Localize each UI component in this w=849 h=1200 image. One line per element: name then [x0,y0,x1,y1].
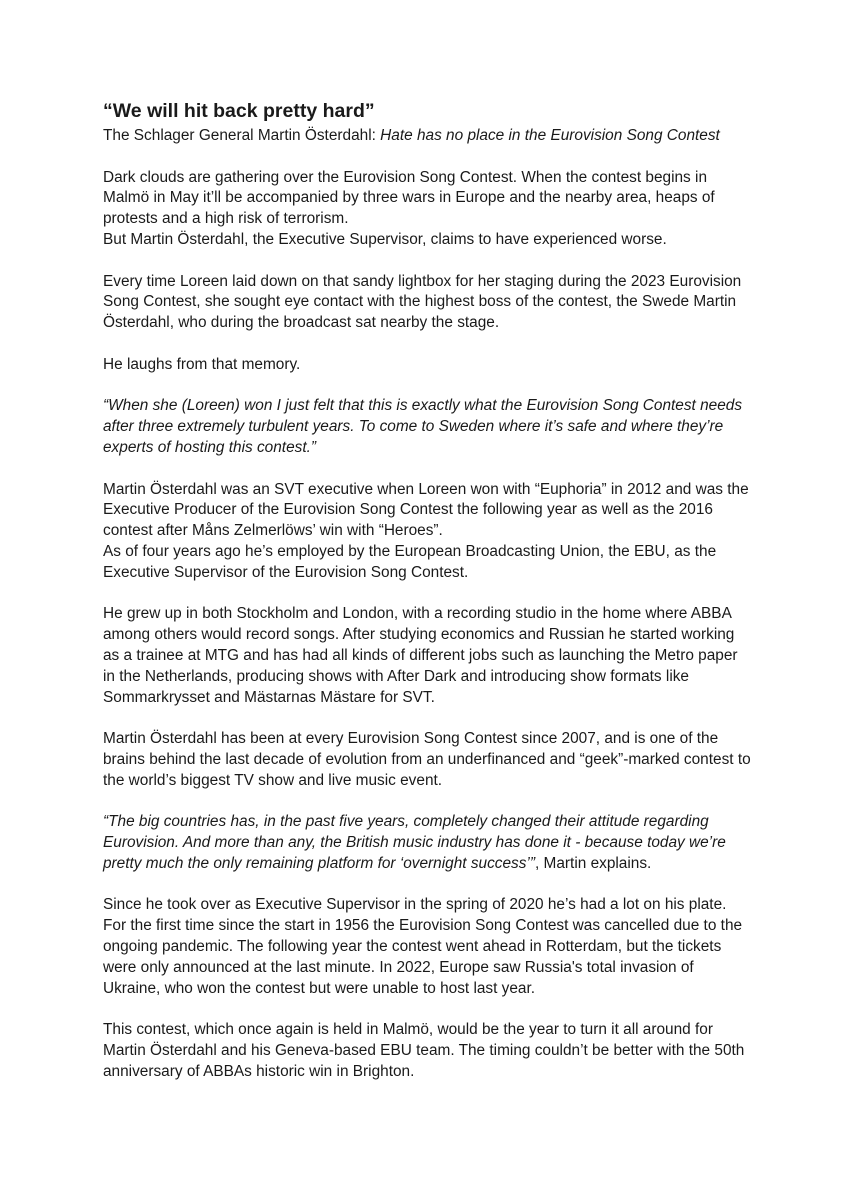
article-paragraph [103,396,753,458]
paragraph-line: Martin Österdahl was an SVT executive when Loreen won with “Euphoria” in 2012 and was the Executive Producer of the Eurovision Song Contest the following year as well as the 2016 contest after Måns Zelmerlöws’ win with “Heroes”. [103,480,749,540]
paragraph-line: This contest, which once again is held in Malmö, would be the year to turn it all around for Martin Österdahl and his Geneva-based EBU team. The timing couldn’t be better with the 50th anniversary of ABBAs historic win in Brighton. [103,1021,745,1080]
paragraph-line: Martin Österdahl has been at every Eurovision Song Contest since 2007, and is one of the brains behind the last decade of evolution from an underfinanced and “geek”-marked contest to the world’s biggest TV show and live music event. [103,730,751,789]
article-paragraph [103,272,753,334]
paragraph-line: Since he took over as Executive Supervisor in the spring of 2020 he’s had a lot on his plate. For the first time since the start in 1956 the Eurovision Song Contest was cancelled due to the ongoing pandemic. The following year the contest went ahead in Rotterdam, but the tickets were only announced at the last minute. In 2022, Europe saw Russia's total invasion of Ukraine, who won the contest but were unable to host last year. [103,896,743,997]
document-page [103,99,753,1103]
article-subtitle [103,126,753,147]
quote-text: “The big countries has, in the past five years, completely changed their attitude regarding Eurovision. And more than any, the British music industry has done it - because today we’re pretty much the only remaining platform for ‘overnight success’” [103,813,726,872]
paragraph-line: But Martin Österdahl, the Executive Supervisor, claims to have experienced worse. [103,230,667,248]
paragraph-line: Dark clouds are gathering over the Eurovision Song Contest. When the contest begins in Malmö in May it’ll be accompanied by three wars in Europe and the nearby area, heaps of protests and a high risk of terrorism. [103,168,715,228]
article-paragraph [103,812,753,874]
subtitle-prefix: The Schlager General Martin Österdahl: [103,127,381,144]
article-paragraph [103,480,753,584]
article-title: “We will hit back pretty hard” [103,100,375,122]
article-paragraph [103,168,753,251]
subtitle-italic: Hate has no place in the Eurovision Song Contest [380,127,720,144]
article-paragraph [103,729,753,791]
paragraph-line: He grew up in both Stockholm and London, with a recording studio in the home where ABBA among others would record songs. After studying economics and Russian he started working as a trainee at MTG and has had all kinds of different jobs such as launching the Metro paper in the Netherlands, producing shows with After Dark and introducing show formats like Sommarkrysset and Mästarnas Mästare for SVT. [103,605,738,706]
paragraph-line: Every time Loreen laid down on that sandy lightbox for her staging during the 2023 Eurovision Song Contest, she sought eye contact with the highest boss of the contest, the Swede Martin Österdahl, who during the broadcast sat nearby the stage. [103,272,742,332]
quote-attribution: , Martin explains. [534,854,652,872]
quote-text: “When she (Loreen) won I just felt that this is exactly what the Eurovision Song Contest needs after three extremely turbulent years. To come to Sweden where it’s safe and where they’re experts of hosting this contest.” [103,397,743,456]
paragraph-line: He laughs from that memory. [103,355,301,373]
article-paragraph [103,895,753,999]
article-paragraph [103,355,753,376]
paragraph-line: As of four years ago he’s employed by the European Broadcasting Union, the EBU, as the Executive Supervisor of the Eurovision Song Contest. [103,542,717,581]
article-paragraph [103,604,753,708]
article-body [103,168,753,1083]
article-paragraph [103,1020,753,1082]
